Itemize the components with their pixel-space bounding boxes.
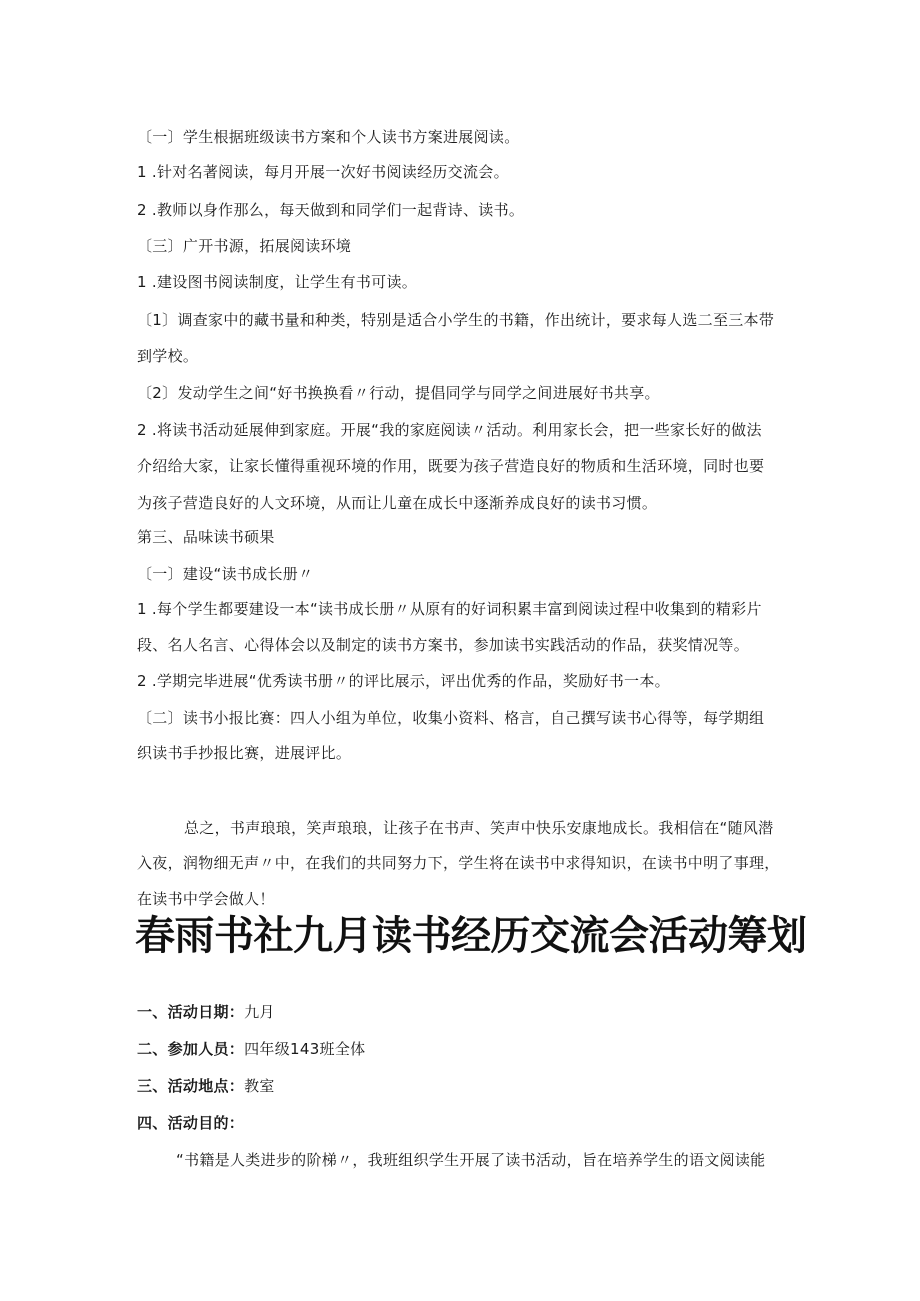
activity-location-value: 教室 <box>244 1077 275 1095</box>
plan-title: 春雨书社九月读书经历交流会活动筹划 <box>135 912 807 959</box>
item1-point1: 1 .针对名著阅读，每月开展一次好书阅读经历交流会。 <box>137 163 509 181</box>
activity-location-label: 三、活动地点： <box>137 1077 245 1095</box>
conclusion-line2: 入夜，润物细无声〃中，在我们的共同努力下，学生将在读书中求得知识，在读书中明了事理， <box>137 854 780 872</box>
activity-location <box>137 1076 275 1096</box>
item3-point2-line3: 为孩子营造良好的人文环境，从而让儿童在成长中逐渐养成良好的读书习惯。 <box>137 494 658 512</box>
section-three-heading: 第三、品味读书硕果 <box>137 528 275 546</box>
conclusion-line3: 在读书中学会做人！ <box>137 890 275 908</box>
growth-book-point1-line1: 1 .每个学生都要建设一本“读书成长册〃从原有的好词积累丰富到阅读过程中收集到的精彩片 <box>137 600 762 618</box>
activity-date <box>137 1002 275 1022</box>
participants <box>137 1039 365 1059</box>
item3-sub1-line2: 到学校。 <box>137 347 199 365</box>
conclusion-line1: 总之，书声琅琅，笑声琅琅，让孩子在书声、笑声中快乐安康地成长。我相信在“随风潜 <box>184 819 774 837</box>
item1-heading: 〔一〕学生根据班级读书方案和个人读书方案进展阅读。 <box>137 128 520 146</box>
newspaper-contest-line1: 〔二〕读书小报比赛：四人小组为单位，收集小资料、格言，自己撰写读书心得等，每学期组 <box>137 709 765 727</box>
item3-heading: 〔三〕广开书源，拓展阅读环境 <box>137 237 352 255</box>
participants-label: 二、参加人员： <box>137 1040 245 1058</box>
item1-point2: 2 .教师以身作那么，每天做到和同学们一起背诗、读书。 <box>137 201 525 219</box>
newspaper-contest-line2: 织读书手抄报比赛，进展评比。 <box>137 744 352 762</box>
purpose-label-text: 四、活动目的： <box>137 1114 245 1132</box>
item3-point2-line2: 介绍给大家，让家长懂得重视环境的作用，既要为孩子营造良好的物质和生活环境，同时也要 <box>137 457 765 475</box>
growth-book-point1-line2: 段、名人名言、心得体会以及制定的读书方案书，参加读书实践活动的作品，获奖情况等。 <box>137 636 750 654</box>
item3-point2-line1: 2 .将读书活动延展伸到家庭。开展“我的家庭阅读〃活动。利用家长会，把一些家长好的做法 <box>137 421 762 439</box>
item3-sub2: 〔2〕发动学生之间“好书换换看〃行动，提倡同学与同学之间进展好书共享。 <box>137 384 660 402</box>
participants-value: 四年级143班全体 <box>244 1040 366 1058</box>
activity-date-label: 一、活动日期： <box>137 1003 245 1021</box>
item3-point1: 1 .建设图书阅读制度，让学生有书可读。 <box>137 273 418 291</box>
growth-book-point2: 2 .学期完毕进展“优秀读书册〃的评比展示，评出优秀的作品，奖励好书一本。 <box>137 672 670 690</box>
activity-date-value: 九月 <box>244 1003 275 1021</box>
activity-purpose-text: “书籍是人类进步的阶梯〃，我班组织学生开展了读书活动，旨在培养学生的语文阅读能 <box>176 1151 766 1169</box>
activity-purpose-label <box>137 1113 244 1133</box>
growth-book-heading: 〔一〕建设“读书成长册〃 <box>137 565 314 583</box>
item3-sub1-line1: 〔1〕调查家中的藏书量和种类，特别是适合小学生的书籍，作出统计，要求每人选二至三本带 <box>137 311 775 329</box>
